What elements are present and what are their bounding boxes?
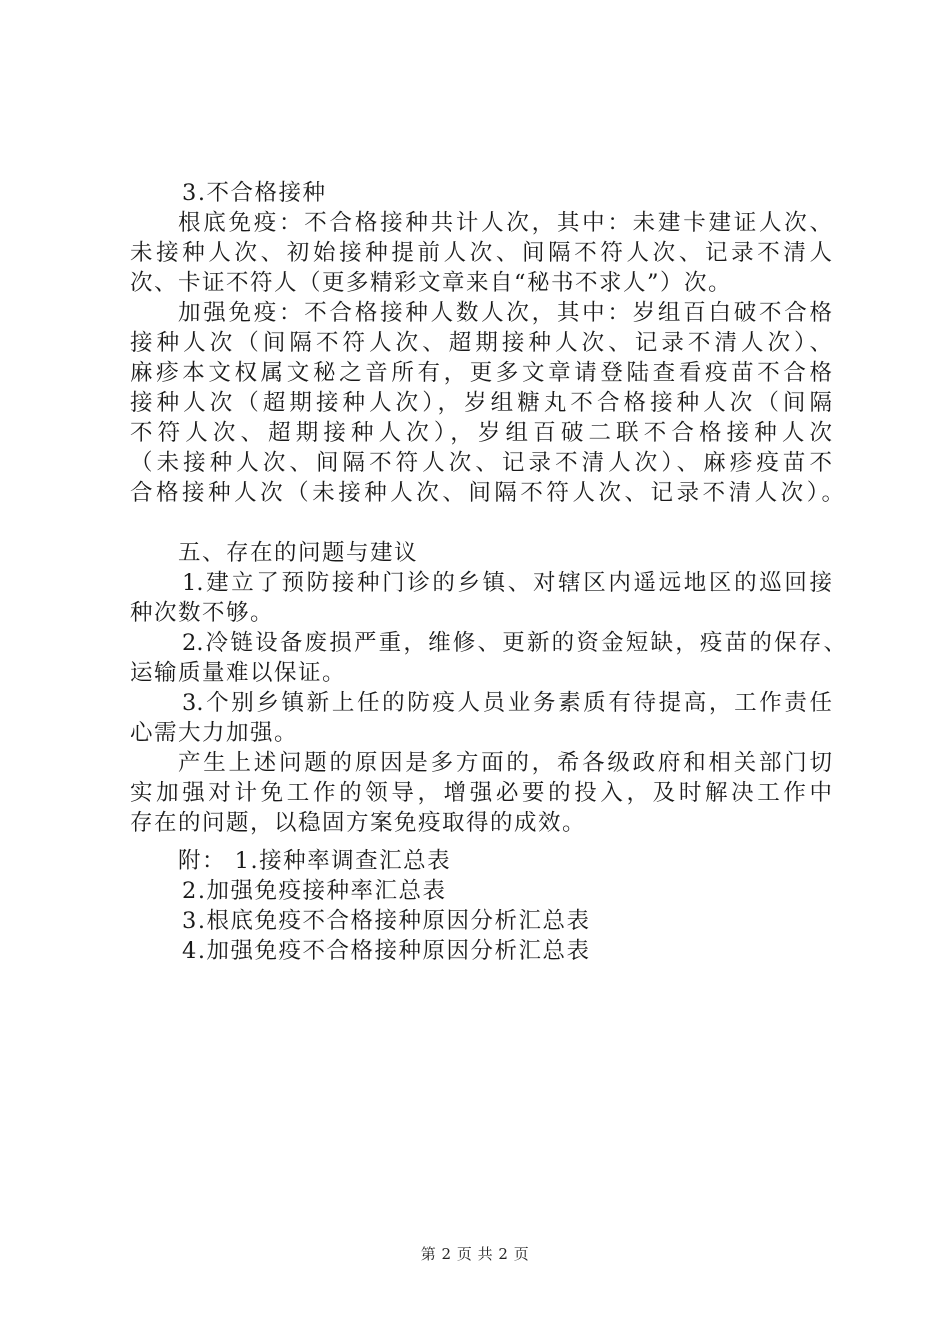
- paragraph-line: 实加强对计免工作的领导，增强必要的投入，及时解决工作中: [130, 780, 832, 806]
- paragraph-line: 加强免疫：不合格接种人数人次，其中：岁组百白破不合格: [178, 300, 832, 326]
- paragraph-line: 麻疹本文权属文秘之音所有，更多文章请登陆查看疫苗不合格: [130, 360, 832, 386]
- paragraph-line: 产生上述问题的原因是多方面的，希各级政府和相关部门切: [178, 750, 832, 776]
- paragraph-line: 合格接种人次（未接种人次、间隔不符人次、记录不清人次）。: [130, 480, 844, 506]
- paragraph-line: 接种人次（超期接种人次），岁组糖丸不合格接种人次（间隔: [130, 390, 832, 416]
- list-item-line: 3.个别乡镇新上任的防疫人员业务素质有待提高，工作责任: [182, 690, 832, 716]
- list-item-line: 2.冷链设备废损严重，维修、更新的资金短缺，疫苗的保存、: [182, 630, 846, 656]
- attachment-item: 3.根底免疫不合格接种原因分析汇总表: [182, 908, 591, 934]
- section-heading-unqualified: 3.不合格接种: [182, 180, 327, 206]
- attachment-item: 2.加强免疫接种率汇总表: [182, 878, 447, 904]
- list-item-line: 运输质量难以保证。: [130, 660, 347, 686]
- page-footer: 第 2 页 共 2 页: [420, 1245, 530, 1263]
- section-heading-problems: 五、存在的问题与建议: [178, 540, 419, 566]
- list-item-line: 种次数不够。: [130, 600, 275, 626]
- paragraph-line: （未接种人次、间隔不符人次、记录不清人次）、麻疹疫苗不: [130, 450, 832, 476]
- attachment-item: 附： 1.接种率调查汇总表: [178, 848, 452, 874]
- paragraph-line: 次、卡证不符人（更多精彩文章来自“秘书不求人”）次。: [130, 270, 733, 296]
- attachment-item: 4.加强免疫不合格接种原因分析汇总表: [182, 938, 591, 964]
- list-item-line: 1.建立了预防接种门诊的乡镇、对辖区内遥远地区的巡回接: [182, 570, 832, 596]
- paragraph-line: 不符人次、超期接种人次），岁组百破二联不合格接种人次: [130, 420, 832, 446]
- paragraph-line: 未接种人次、初始接种提前人次、间隔不符人次、记录不清人: [130, 240, 832, 266]
- paragraph-line: 存在的问题，以稳固方案免疫取得的成效。: [130, 810, 587, 836]
- paragraph-line: 接种人次（间隔不符人次、超期接种人次、记录不清人次）、: [130, 330, 832, 356]
- paragraph-line: 根底免疫：不合格接种共计人次，其中：未建卡建证人次、: [178, 210, 832, 236]
- list-item-line: 心需大力加强。: [130, 720, 299, 746]
